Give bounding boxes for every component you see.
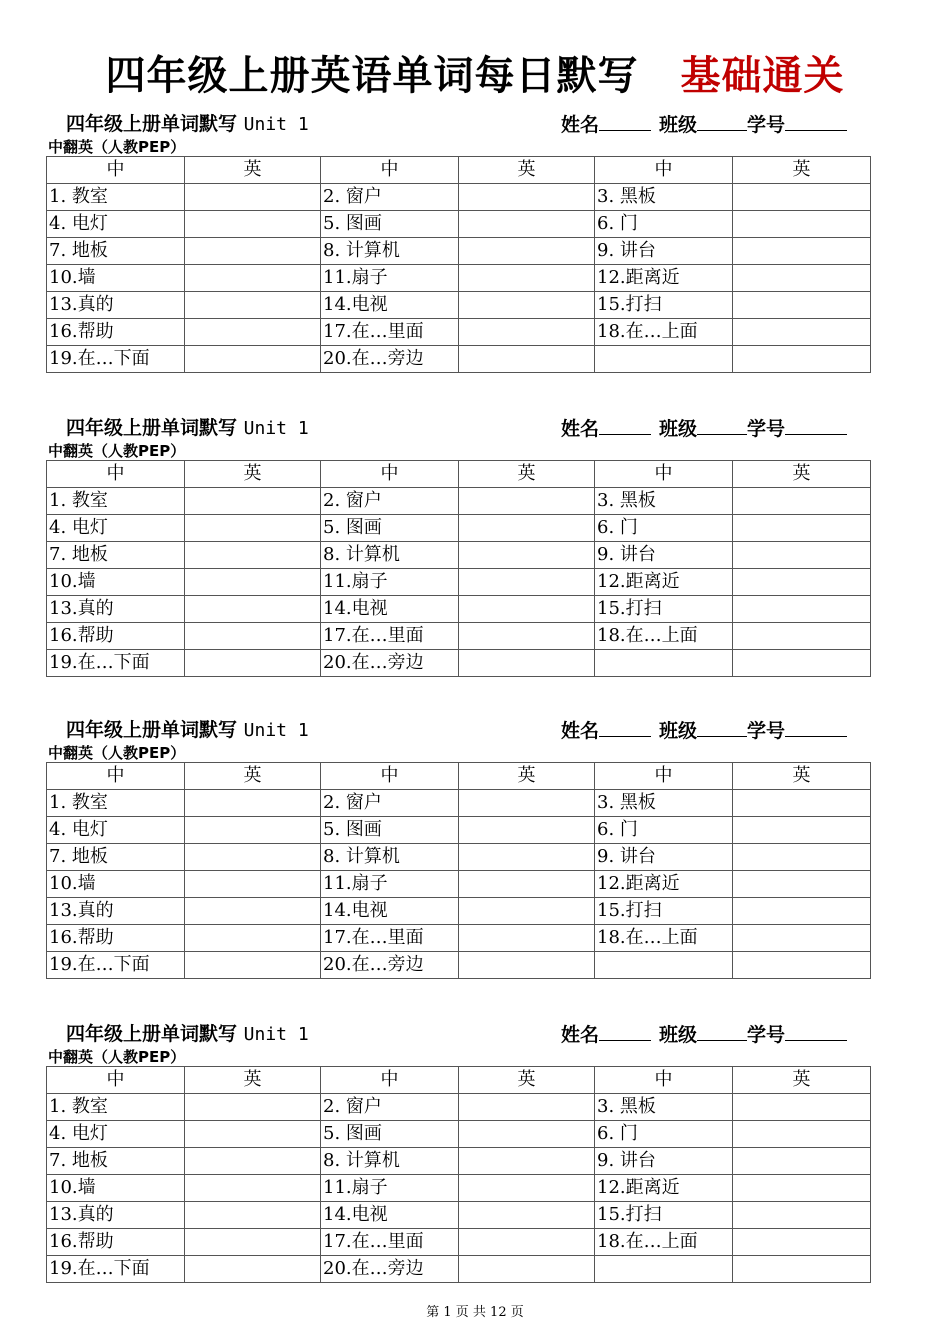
english-answer-cell[interactable] (733, 1148, 871, 1175)
english-answer-cell[interactable] (185, 925, 321, 952)
table-row (47, 238, 871, 265)
chinese-word-cell: 14.电视 (321, 1202, 459, 1229)
table-header-row (47, 461, 871, 488)
english-answer-cell[interactable] (185, 1256, 321, 1283)
chinese-word-cell: 8. 计算机 (321, 238, 459, 265)
chinese-word-cell: 13.真的 (47, 596, 185, 623)
column-header: 英 (185, 763, 321, 790)
column-header: 中 (321, 763, 459, 790)
chinese-word-cell (595, 346, 733, 373)
english-answer-cell[interactable] (733, 1256, 871, 1283)
student-id-blank[interactable] (785, 716, 847, 737)
name-label: 姓名 (561, 1024, 600, 1046)
chinese-word-cell: 14.电视 (321, 898, 459, 925)
english-answer-cell[interactable] (733, 871, 871, 898)
chinese-word-cell: 15.打扫 (595, 596, 733, 623)
class-blank[interactable] (697, 414, 747, 435)
worksheet-unit: Unit 1 (243, 418, 309, 439)
english-answer-cell[interactable] (459, 346, 595, 373)
class-blank[interactable] (697, 110, 747, 131)
english-answer-cell[interactable] (185, 1175, 321, 1202)
student-id-label: 学号 (747, 720, 786, 742)
chinese-word-cell: 17.在…里面 (321, 623, 459, 650)
table-row (47, 898, 871, 925)
column-header: 英 (185, 157, 321, 184)
table-row (47, 569, 871, 596)
chinese-word-cell: 7. 地板 (47, 1148, 185, 1175)
english-answer-cell[interactable] (733, 1094, 871, 1121)
chinese-word-cell: 10.墙 (47, 871, 185, 898)
chinese-word-cell: 19.在…下面 (47, 650, 185, 677)
student-id-label: 学号 (747, 114, 786, 136)
table-header-row (47, 763, 871, 790)
worksheet-title (66, 110, 309, 139)
chinese-word-cell: 17.在…里面 (321, 319, 459, 346)
english-answer-cell[interactable] (733, 346, 871, 373)
english-answer-cell[interactable] (185, 319, 321, 346)
chinese-word-cell: 16.帮助 (47, 925, 185, 952)
table-row (47, 319, 871, 346)
worksheet-title-cn: 四年级上册单词默写 (66, 113, 238, 135)
chinese-word-cell: 16.帮助 (47, 623, 185, 650)
worksheet-title-cn: 四年级上册单词默写 (66, 719, 238, 741)
chinese-word-cell: 9. 讲台 (595, 1148, 733, 1175)
table-row (47, 542, 871, 569)
english-answer-cell[interactable] (459, 238, 595, 265)
english-answer-cell[interactable] (185, 650, 321, 677)
chinese-word-cell: 13.真的 (47, 898, 185, 925)
chinese-word-cell: 14.电视 (321, 596, 459, 623)
chinese-word-cell: 4. 电灯 (47, 1121, 185, 1148)
table-row (47, 1202, 871, 1229)
vocab-table (46, 762, 871, 979)
chinese-word-cell: 15.打扫 (595, 1202, 733, 1229)
english-answer-cell[interactable] (733, 292, 871, 319)
english-answer-cell[interactable] (185, 238, 321, 265)
english-answer-cell[interactable] (459, 184, 595, 211)
english-answer-cell[interactable] (459, 596, 595, 623)
english-answer-cell[interactable] (733, 211, 871, 238)
chinese-word-cell: 11.扇子 (321, 569, 459, 596)
english-answer-cell[interactable] (185, 1094, 321, 1121)
english-answer-cell[interactable] (733, 319, 871, 346)
english-answer-cell[interactable] (459, 898, 595, 925)
english-answer-cell[interactable] (459, 952, 595, 979)
chinese-word-cell: 9. 讲台 (595, 844, 733, 871)
english-answer-cell[interactable] (459, 542, 595, 569)
name-blank[interactable] (599, 110, 651, 131)
worksheet-header (46, 110, 872, 138)
column-header: 英 (733, 1067, 871, 1094)
chinese-word-cell: 18.在…上面 (595, 319, 733, 346)
chinese-word-cell: 12.距离近 (595, 871, 733, 898)
english-answer-cell[interactable] (185, 292, 321, 319)
table-header-row (47, 1067, 871, 1094)
student-id-blank[interactable] (785, 1020, 847, 1041)
worksheet-unit: Unit 1 (243, 114, 309, 135)
english-answer-cell[interactable] (185, 488, 321, 515)
english-answer-cell[interactable] (185, 596, 321, 623)
english-answer-cell[interactable] (733, 790, 871, 817)
english-answer-cell[interactable] (733, 952, 871, 979)
english-answer-cell[interactable] (733, 184, 871, 211)
name-blank[interactable] (599, 716, 651, 737)
english-answer-cell[interactable] (733, 623, 871, 650)
english-answer-cell[interactable] (185, 184, 321, 211)
column-header: 英 (733, 763, 871, 790)
english-answer-cell[interactable] (459, 292, 595, 319)
chinese-word-cell: 10.墙 (47, 265, 185, 292)
english-answer-cell[interactable] (459, 1202, 595, 1229)
chinese-word-cell: 5. 图画 (321, 515, 459, 542)
student-id-blank[interactable] (785, 414, 847, 435)
chinese-word-cell: 19.在…下面 (47, 346, 185, 373)
chinese-word-cell: 10.墙 (47, 569, 185, 596)
chinese-word-cell: 13.真的 (47, 1202, 185, 1229)
english-answer-cell[interactable] (733, 238, 871, 265)
worksheet-title-cn: 四年级上册单词默写 (66, 1023, 238, 1045)
chinese-word-cell: 6. 门 (595, 211, 733, 238)
english-answer-cell[interactable] (459, 790, 595, 817)
english-answer-cell[interactable] (459, 1256, 595, 1283)
column-header: 英 (459, 1067, 595, 1094)
table-row (47, 184, 871, 211)
english-answer-cell[interactable] (185, 542, 321, 569)
page-title (0, 50, 950, 102)
chinese-word-cell: 3. 黑板 (595, 1094, 733, 1121)
english-answer-cell[interactable] (185, 1121, 321, 1148)
name-label: 姓名 (561, 418, 600, 440)
student-info-fields (561, 414, 847, 443)
english-answer-cell[interactable] (733, 1175, 871, 1202)
worksheet-title (66, 414, 309, 443)
table-row (47, 292, 871, 319)
table-row (47, 488, 871, 515)
english-answer-cell[interactable] (185, 844, 321, 871)
english-answer-cell[interactable] (185, 1148, 321, 1175)
name-label: 姓名 (561, 114, 600, 136)
worksheet-header (46, 716, 872, 744)
class-label: 班级 (659, 720, 698, 742)
class-label: 班级 (659, 114, 698, 136)
chinese-word-cell (595, 650, 733, 677)
table-row (47, 515, 871, 542)
chinese-word-cell: 7. 地板 (47, 238, 185, 265)
english-answer-cell[interactable] (733, 1202, 871, 1229)
table-row (47, 871, 871, 898)
chinese-word-cell: 11.扇子 (321, 1175, 459, 1202)
worksheet-subtitle: 中翻英（人教PEP） (48, 744, 186, 762)
chinese-word-cell: 20.在…旁边 (321, 952, 459, 979)
chinese-word-cell: 12.距离近 (595, 265, 733, 292)
english-answer-cell[interactable] (459, 515, 595, 542)
chinese-word-cell: 20.在…旁边 (321, 1256, 459, 1283)
table-row (47, 817, 871, 844)
worksheet-header (46, 1020, 872, 1048)
chinese-word-cell: 4. 电灯 (47, 817, 185, 844)
english-answer-cell[interactable] (733, 265, 871, 292)
english-answer-cell[interactable] (733, 844, 871, 871)
english-answer-cell[interactable] (185, 790, 321, 817)
chinese-word-cell: 19.在…下面 (47, 1256, 185, 1283)
class-blank[interactable] (697, 716, 747, 737)
column-header: 中 (595, 157, 733, 184)
table-row (47, 265, 871, 292)
table-header-row (47, 157, 871, 184)
worksheet-section (46, 1020, 872, 1283)
table-row (47, 844, 871, 871)
chinese-word-cell: 20.在…旁边 (321, 346, 459, 373)
english-answer-cell[interactable] (459, 265, 595, 292)
chinese-word-cell: 11.扇子 (321, 265, 459, 292)
english-answer-cell[interactable] (733, 1121, 871, 1148)
english-answer-cell[interactable] (459, 1121, 595, 1148)
chinese-word-cell: 12.距离近 (595, 569, 733, 596)
column-header: 英 (185, 461, 321, 488)
chinese-word-cell: 1. 教室 (47, 184, 185, 211)
table-row (47, 623, 871, 650)
column-header: 中 (321, 157, 459, 184)
name-blank[interactable] (599, 1020, 651, 1041)
english-answer-cell[interactable] (459, 650, 595, 677)
page-footer: 第 1 页 共 12 页 (426, 1305, 524, 1320)
chinese-word-cell (595, 952, 733, 979)
chinese-word-cell: 5. 图画 (321, 817, 459, 844)
english-answer-cell[interactable] (459, 871, 595, 898)
column-header: 英 (185, 1067, 321, 1094)
english-answer-cell[interactable] (185, 898, 321, 925)
student-info-fields (561, 110, 847, 139)
english-answer-cell[interactable] (733, 650, 871, 677)
column-header: 中 (47, 461, 185, 488)
student-id-label: 学号 (747, 418, 786, 440)
worksheet-title-cn: 四年级上册单词默写 (66, 417, 238, 439)
english-answer-cell[interactable] (733, 488, 871, 515)
chinese-word-cell: 17.在…里面 (321, 1229, 459, 1256)
column-header: 英 (733, 157, 871, 184)
column-header: 英 (733, 461, 871, 488)
class-label: 班级 (659, 418, 698, 440)
column-header: 中 (47, 1067, 185, 1094)
name-label: 姓名 (561, 720, 600, 742)
chinese-word-cell: 1. 教室 (47, 790, 185, 817)
page-title-accent: 基础通关 (680, 53, 845, 99)
vocab-table (46, 156, 871, 373)
english-answer-cell[interactable] (459, 817, 595, 844)
english-answer-cell[interactable] (459, 1094, 595, 1121)
table-row (47, 1148, 871, 1175)
english-answer-cell[interactable] (459, 1229, 595, 1256)
worksheet-unit: Unit 1 (243, 1024, 309, 1045)
class-label: 班级 (659, 1024, 698, 1046)
chinese-word-cell: 3. 黑板 (595, 790, 733, 817)
chinese-word-cell: 18.在…上面 (595, 1229, 733, 1256)
english-answer-cell[interactable] (459, 211, 595, 238)
chinese-word-cell: 10.墙 (47, 1175, 185, 1202)
english-answer-cell[interactable] (185, 623, 321, 650)
chinese-word-cell: 2. 窗户 (321, 488, 459, 515)
chinese-word-cell: 1. 教室 (47, 488, 185, 515)
table-row (47, 1121, 871, 1148)
column-header: 中 (595, 461, 733, 488)
chinese-word-cell: 15.打扫 (595, 898, 733, 925)
worksheet-section (46, 110, 872, 373)
chinese-word-cell: 8. 计算机 (321, 1148, 459, 1175)
english-answer-cell[interactable] (185, 211, 321, 238)
chinese-word-cell: 7. 地板 (47, 844, 185, 871)
table-row (47, 596, 871, 623)
column-header: 中 (47, 763, 185, 790)
chinese-word-cell: 11.扇子 (321, 871, 459, 898)
class-blank[interactable] (697, 1020, 747, 1041)
worksheet-section (46, 414, 872, 677)
english-answer-cell[interactable] (185, 871, 321, 898)
table-row (47, 650, 871, 677)
chinese-word-cell: 16.帮助 (47, 319, 185, 346)
table-row (47, 952, 871, 979)
student-id-blank[interactable] (785, 110, 847, 131)
column-header: 中 (321, 1067, 459, 1094)
english-answer-cell[interactable] (185, 569, 321, 596)
chinese-word-cell: 3. 黑板 (595, 488, 733, 515)
chinese-word-cell: 5. 图画 (321, 1121, 459, 1148)
english-answer-cell[interactable] (185, 952, 321, 979)
english-answer-cell[interactable] (185, 817, 321, 844)
english-answer-cell[interactable] (733, 1229, 871, 1256)
column-header: 中 (321, 461, 459, 488)
english-answer-cell[interactable] (733, 515, 871, 542)
column-header: 中 (595, 763, 733, 790)
english-answer-cell[interactable] (459, 1148, 595, 1175)
chinese-word-cell: 12.距离近 (595, 1175, 733, 1202)
english-answer-cell[interactable] (459, 488, 595, 515)
english-answer-cell[interactable] (185, 346, 321, 373)
vocab-table (46, 1066, 871, 1283)
english-answer-cell[interactable] (459, 319, 595, 346)
chinese-word-cell: 2. 窗户 (321, 790, 459, 817)
student-info-fields (561, 1020, 847, 1049)
chinese-word-cell: 16.帮助 (47, 1229, 185, 1256)
chinese-word-cell: 6. 门 (595, 515, 733, 542)
chinese-word-cell: 2. 窗户 (321, 184, 459, 211)
chinese-word-cell: 13.真的 (47, 292, 185, 319)
english-answer-cell[interactable] (733, 898, 871, 925)
table-row (47, 346, 871, 373)
chinese-word-cell: 15.打扫 (595, 292, 733, 319)
english-answer-cell[interactable] (733, 596, 871, 623)
page-title-main: 四年级上册英语单词每日默写 (105, 53, 639, 99)
chinese-word-cell: 18.在…上面 (595, 925, 733, 952)
chinese-word-cell: 8. 计算机 (321, 844, 459, 871)
table-row (47, 790, 871, 817)
chinese-word-cell: 3. 黑板 (595, 184, 733, 211)
english-answer-cell[interactable] (459, 844, 595, 871)
chinese-word-cell: 14.电视 (321, 292, 459, 319)
chinese-word-cell: 20.在…旁边 (321, 650, 459, 677)
worksheet-subtitle: 中翻英（人教PEP） (48, 138, 186, 156)
worksheet-title (66, 1020, 309, 1049)
column-header: 英 (459, 763, 595, 790)
english-answer-cell[interactable] (185, 265, 321, 292)
chinese-word-cell: 6. 门 (595, 817, 733, 844)
worksheet-section (46, 716, 872, 979)
english-answer-cell[interactable] (733, 542, 871, 569)
chinese-word-cell (595, 1256, 733, 1283)
vocab-table (46, 460, 871, 677)
chinese-word-cell: 6. 门 (595, 1121, 733, 1148)
name-blank[interactable] (599, 414, 651, 435)
worksheet-subtitle: 中翻英（人教PEP） (48, 442, 186, 460)
table-row (47, 1256, 871, 1283)
english-answer-cell[interactable] (733, 569, 871, 596)
chinese-word-cell: 19.在…下面 (47, 952, 185, 979)
student-id-label: 学号 (747, 1024, 786, 1046)
chinese-word-cell: 2. 窗户 (321, 1094, 459, 1121)
table-row (47, 1229, 871, 1256)
worksheet-unit: Unit 1 (243, 720, 309, 741)
english-answer-cell[interactable] (733, 817, 871, 844)
english-answer-cell[interactable] (185, 1229, 321, 1256)
table-row (47, 925, 871, 952)
chinese-word-cell: 17.在…里面 (321, 925, 459, 952)
column-header: 英 (459, 157, 595, 184)
column-header: 中 (47, 157, 185, 184)
english-answer-cell[interactable] (733, 925, 871, 952)
chinese-word-cell: 9. 讲台 (595, 542, 733, 569)
table-row (47, 211, 871, 238)
chinese-word-cell: 7. 地板 (47, 542, 185, 569)
chinese-word-cell: 1. 教室 (47, 1094, 185, 1121)
column-header: 英 (459, 461, 595, 488)
column-header: 中 (595, 1067, 733, 1094)
chinese-word-cell: 5. 图画 (321, 211, 459, 238)
worksheet-subtitle: 中翻英（人教PEP） (48, 1048, 186, 1066)
worksheet-header (46, 414, 872, 442)
english-answer-cell[interactable] (185, 515, 321, 542)
table-row (47, 1094, 871, 1121)
worksheet-title (66, 716, 309, 745)
chinese-word-cell: 9. 讲台 (595, 238, 733, 265)
english-answer-cell[interactable] (459, 1175, 595, 1202)
chinese-word-cell: 8. 计算机 (321, 542, 459, 569)
chinese-word-cell: 18.在…上面 (595, 623, 733, 650)
chinese-word-cell: 4. 电灯 (47, 515, 185, 542)
english-answer-cell[interactable] (459, 623, 595, 650)
chinese-word-cell: 4. 电灯 (47, 211, 185, 238)
student-info-fields (561, 716, 847, 745)
english-answer-cell[interactable] (185, 1202, 321, 1229)
english-answer-cell[interactable] (459, 925, 595, 952)
table-row (47, 1175, 871, 1202)
english-answer-cell[interactable] (459, 569, 595, 596)
